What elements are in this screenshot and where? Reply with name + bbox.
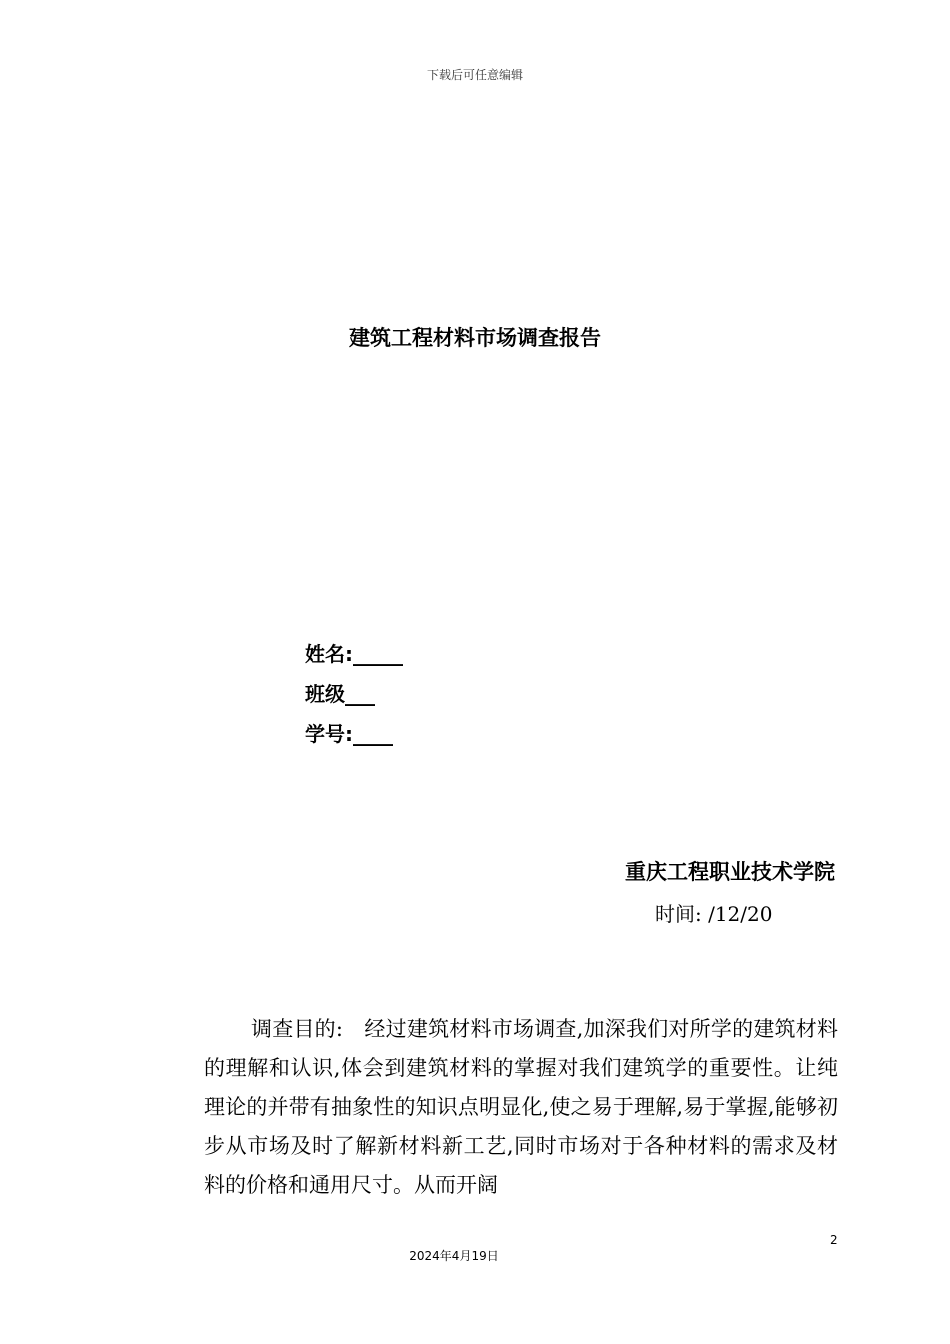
class-field: 班级___ <box>305 682 375 706</box>
student-id-field: 学号:____ <box>305 722 393 746</box>
page-header: 下载后可任意编辑 <box>426 68 523 82</box>
report-date: 时间: /12/20 <box>655 902 773 926</box>
school-name: 重庆工程职业技术学院 <box>625 860 835 884</box>
page-footer-date: 2024年4月19日 <box>409 1249 499 1263</box>
name-field: 姓名:_____ <box>305 642 403 666</box>
document-title: 建筑工程材料市场调查报告 <box>349 326 601 350</box>
page-number: 2 <box>830 1233 838 1247</box>
body-paragraph: 调查目的: 经过建筑材料市场调查,加深我们对所学的建筑材料的理解和认识,体会到建筑材料的掌握对我们建筑学的重要性。让纯理论的并带有抽象性的知识点明显化,使之易于理解,易于掌握,能够初步从市场及时了解新材料新工艺,同时市场对于各种材料的需求及材料的价格和通用尺寸。从而开阔 <box>204 1017 838 1197</box>
